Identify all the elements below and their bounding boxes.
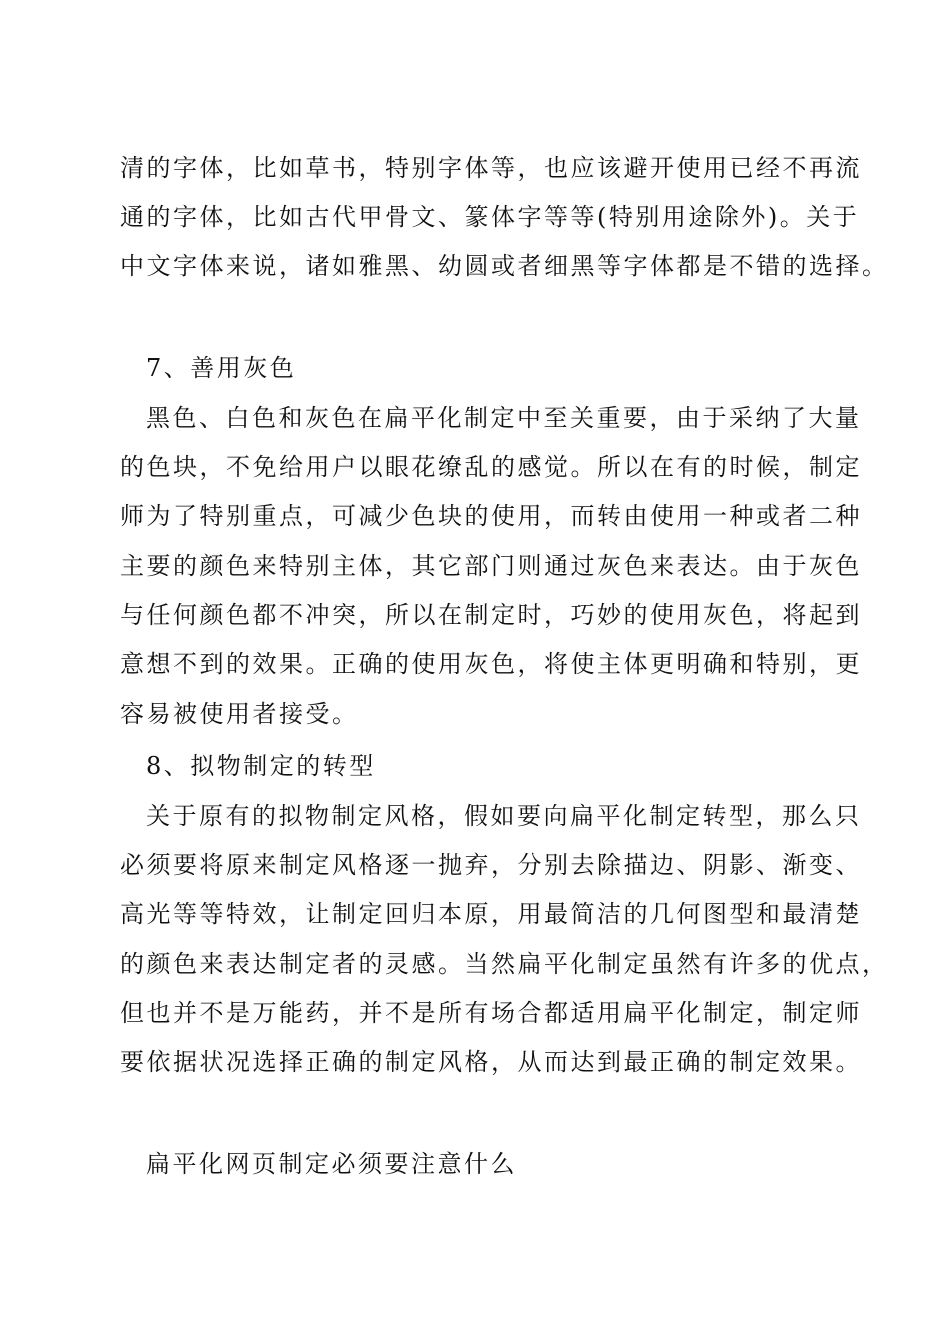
- section-heading-8: 8、拟物制定的转型: [146, 752, 376, 780]
- paragraph-line: 中文字体来说，诸如雅黑、幼圆或者细黑等字体都是不错的选择。: [120, 252, 889, 280]
- paragraph-line: 清的字体，比如草书，特别字体等，也应该避开使用已经不再流: [120, 154, 862, 182]
- paragraph-line: 的色块，不免给用户以眼花缭乱的感觉。所以在有的时候，制定: [120, 453, 862, 481]
- paragraph-line: 要依据状况选择正确的制定风格，从而达到最正确的制定效果。: [120, 1048, 862, 1076]
- paragraph-line: 必须要将原来制定风格逐一抛弃，分别去除描边、阴影、渐变、: [120, 851, 862, 879]
- paragraph-line: 但也并不是万能药，并不是所有场合都适用扁平化制定，制定师: [120, 999, 862, 1027]
- paragraph-line: 容易被使用者接受。: [120, 700, 359, 728]
- paragraph-line: 意想不到的效果。正确的使用灰色，将使主体更明确和特别，更: [120, 650, 862, 678]
- paragraph-line: 关于原有的拟物制定风格，假如要向扁平化制定转型，那么只: [146, 802, 862, 830]
- paragraph-line: 黑色、白色和灰色在扁平化制定中至关重要，由于采纳了大量: [146, 404, 862, 432]
- paragraph-line: 主要的颜色来特别主体，其它部门则通过灰色来表达。由于灰色: [120, 552, 862, 580]
- section-heading-7: 7、善用灰色: [146, 354, 297, 382]
- closing-title: 扁平化网页制定必须要注意什么: [146, 1150, 517, 1178]
- paragraph-line: 师为了特别重点，可减少色块的使用，而转由使用一种或者二种: [120, 502, 862, 530]
- paragraph-line: 的颜色来表达制定者的灵感。当然扁平化制定虽然有许多的优点，: [120, 950, 889, 978]
- paragraph-line: 高光等等特效，让制定回归本原，用最简洁的几何图型和最清楚: [120, 900, 862, 928]
- paragraph-line: 通的字体，比如古代甲骨文、篆体字等等(特别用途除外)。关于: [120, 203, 860, 231]
- paragraph-line: 与任何颜色都不冲突，所以在制定时，巧妙的使用灰色，将起到: [120, 601, 862, 629]
